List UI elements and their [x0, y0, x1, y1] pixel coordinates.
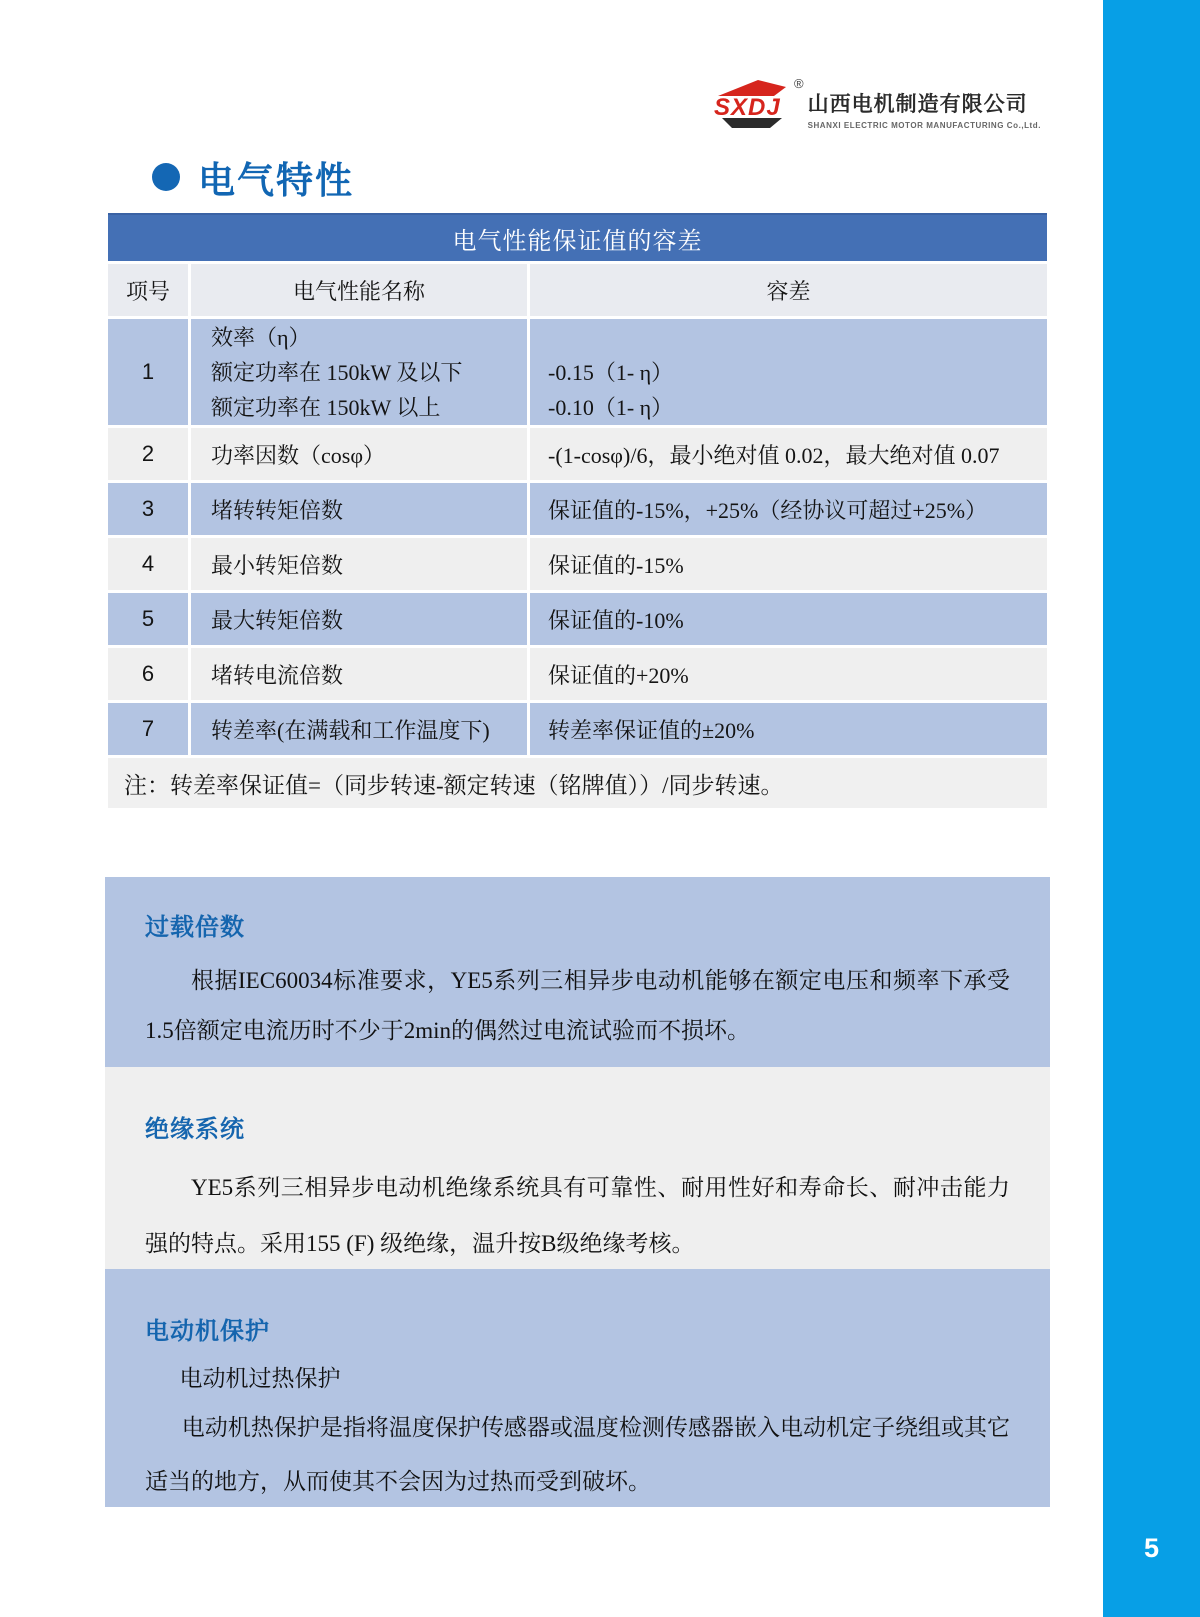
table-row [108, 428, 1047, 480]
row-tolerance [530, 319, 1047, 425]
row-num: 5 [108, 593, 188, 645]
row-tolerance: 保证值的-10% [530, 593, 1047, 645]
row-num: 4 [108, 538, 188, 590]
bullet-icon [152, 163, 180, 191]
info-box-motor-protection [105, 1269, 1050, 1507]
row-name: 堵转电流倍数 [191, 648, 527, 700]
row-tolerance: -(1-cosφ)/6，最小绝对值 0.02，最大绝对值 0.07 [530, 428, 1047, 480]
table-row [108, 648, 1047, 700]
table-note: 注：转差率保证值=（同步转速-额定转速（铭牌值））/同步转速。 [108, 758, 1047, 808]
table-row [108, 483, 1047, 535]
header-tolerance: 容差 [530, 264, 1047, 316]
logo-text [808, 88, 1041, 130]
page-number: 5 [1143, 1533, 1160, 1563]
tolerance-line: -0.15（1- η） [548, 359, 674, 385]
sxdj-logo-icon [712, 78, 792, 130]
section-title: 电气特性 [198, 160, 354, 201]
box-body: YE5系列三相异步电动机绝缘系统具有可靠性、耐用性好和寿命长、耐冲击能力强的特点。采用155 (F) 级绝缘，温升按B级绝缘考核。 [145, 1175, 1010, 1256]
box-body: 电动机热保护是指将温度保护传感器或温度检测传感器嵌入电动机定子绕组或其它适当的地方，从而使其不会因为过热而受到破坏。 [145, 1415, 1010, 1494]
table-title-row [108, 213, 1047, 261]
svg-text:SXDJ: SXDJ [714, 94, 781, 121]
row-tolerance: 保证值的-15% [530, 538, 1047, 590]
name-line: 额定功率在 150kW 以上 [211, 394, 441, 420]
row-name: 堵转转矩倍数 [191, 483, 527, 535]
table-header-row [108, 264, 1047, 316]
box-title: 绝缘系统 [145, 1116, 245, 1143]
box-subtitle: 电动机过热保护 [179, 1366, 341, 1391]
tolerance-line: -0.10（1- η） [548, 394, 674, 420]
registered-mark: ® [794, 76, 804, 91]
box-title: 过载倍数 [145, 914, 245, 941]
row-num: 2 [108, 428, 188, 480]
table-note-row [108, 758, 1047, 808]
table-title: 电气性能保证值的容差 [108, 213, 1047, 261]
name-line: 额定功率在 150kW 及以下 [211, 359, 463, 385]
box-title: 电动机保护 [145, 1318, 270, 1345]
row-tolerance: 保证值的-15%，+25%（经协议可超过+25%） [530, 483, 1047, 535]
row-name [191, 319, 527, 425]
page-content [105, 210, 1050, 1507]
header-name: 电气性能名称 [191, 264, 527, 316]
row-name: 最大转矩倍数 [191, 593, 527, 645]
row-num: 1 [108, 319, 188, 425]
row-tolerance: 保证值的+20% [530, 648, 1047, 700]
info-box-overload [105, 877, 1050, 1067]
tolerance-table [105, 210, 1050, 811]
table-row [108, 319, 1047, 425]
table-row [108, 703, 1047, 755]
row-num: 7 [108, 703, 188, 755]
company-name-en: SHANXI ELECTRIC MOTOR MANUFACTURING Co.,Ltd. [807, 121, 1041, 130]
box-body: 根据IEC60034标准要求，YE5系列三相异步电动机能够在额定电压和频率下承受1.5倍额定电流历时不少于2min的偶然过电流试验而不损坏。 [145, 968, 1010, 1043]
header-num: 项号 [108, 264, 188, 316]
company-logo [712, 78, 1041, 130]
row-name: 最小转矩倍数 [191, 538, 527, 590]
row-num: 3 [108, 483, 188, 535]
company-name-cn: 山西电机制造有限公司 [807, 92, 1028, 116]
info-box-insulation [105, 1067, 1050, 1269]
name-line: 效率（η） [211, 324, 311, 350]
row-name: 功率因数（cosφ） [191, 428, 527, 480]
row-tolerance: 转差率保证值的±20% [530, 703, 1047, 755]
table-row [108, 593, 1047, 645]
table-row [108, 538, 1047, 590]
page-edge-bar [1103, 0, 1200, 1617]
row-name: 转差率(在满载和工作温度下) [191, 703, 527, 755]
section-heading [152, 150, 354, 204]
row-num: 6 [108, 648, 188, 700]
